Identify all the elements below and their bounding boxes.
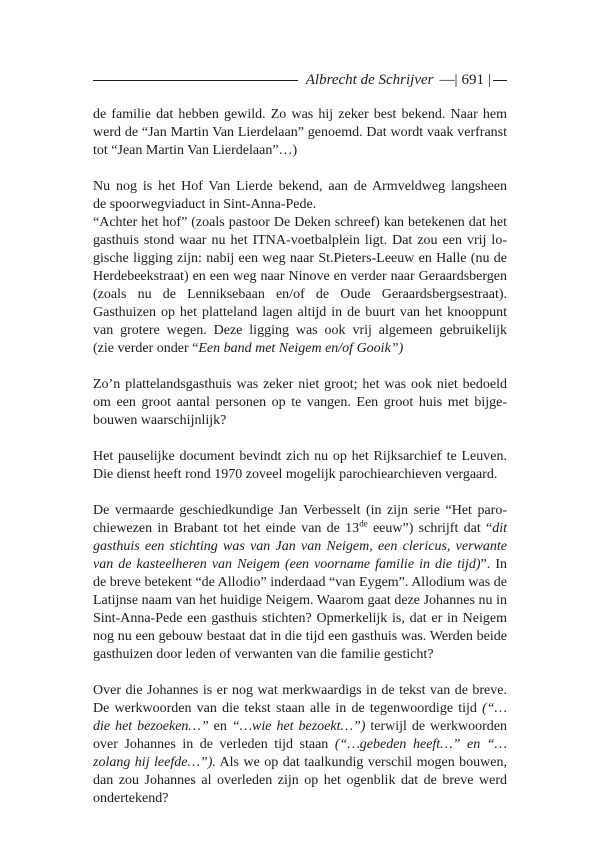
italic-quote: (“…: [482, 701, 507, 716]
italic-quote: van de kasteelheren van Neigem (een voorname familie in die tijd): [93, 557, 481, 572]
text-line: “Achter het hof” (zoals pastoor De Deken schreef) kan betekenen dat het: [93, 215, 507, 230]
text-line: [93, 700, 507, 718]
text-line: Latijnse naam van het huidige Neigem. Waarom gaat deze Johannes nu in: [93, 593, 507, 608]
running-header: [93, 70, 507, 90]
text-line: (zoals nu de Lenniksebaan en/of de Oude Geraardsbergsestraat).: [93, 287, 507, 302]
paragraph-5: [93, 448, 507, 484]
paragraph-3: [93, 214, 507, 358]
text-line: dan zou Johannes al overleden zijn op het ogenblik dat de breve werd: [93, 773, 507, 788]
text-line: nog nu een gebouw bestaat dat in die tijd een gasthuis was. Werden beide: [93, 629, 507, 644]
text-fragment: Als we op dat taalkundig verschil mogen bouwen,: [215, 755, 507, 770]
body-text: [93, 106, 507, 826]
text-line: Sint-Anna-Pede een gasthuis stichten? Opmerkelijk is, dat er in Neigem: [93, 611, 507, 626]
italic-quote: die het bezoeken…”: [93, 719, 209, 734]
text-fragment: eeuw”) schrijft dat “: [367, 521, 493, 536]
text-fragment: De werkwoorden van die tekst staan alle in de tegenwoordige tijd: [93, 701, 483, 716]
header-rule-right: [493, 80, 507, 81]
text-line: werd de “Jan Martin Van Lierdelaan” genoemd. Dat wordt vaak verfranst: [93, 125, 507, 140]
text-line: [93, 538, 507, 556]
text-line: gische ligging zijn: nabij een weg naar St.Pieters-Leeuw en Halle (nu de: [93, 251, 507, 266]
header-author: Albrecht de Schrijver: [305, 71, 434, 88]
text-line: De vermaarde geschiedkundige Jan Verbesselt (in zijn serie “Het paro-: [93, 503, 507, 518]
text-fragment: chiewezen in Brabant tot het einde van de 13: [93, 521, 360, 536]
italic-quote: “…wie het bezoekt…”): [231, 719, 366, 734]
text-line: [93, 340, 507, 358]
paragraph-2: [93, 178, 507, 214]
text-line: Die dienst heeft rond 1970 zoveel mogelijk parochiearchieven vergaard.: [93, 467, 498, 482]
text-fragment: en: [208, 719, 232, 734]
text-line: [93, 754, 507, 772]
text-line: Het pauselijke document bevindt zich nu op het Rijksarchief te Leuven.: [93, 449, 507, 464]
italic-quote: zolang hij leefde…”).: [93, 755, 216, 770]
text-line: Herdebeekstraat) en een weg naar Ninove en verder naar Geraardsbergen: [93, 269, 507, 284]
text-fragment: over Johannes in de verleden tijd staan: [93, 737, 335, 752]
italic-quote: gasthuis een stichting was van Jan van Neigem, een clericus, verwante: [93, 539, 507, 554]
text-fragment: ”. In: [480, 557, 507, 572]
paragraph-4: [93, 376, 507, 430]
text-line: gasthuis stond waar nu het ITNA-voetbalplein ligt. Dat zou een vrij lo-: [93, 233, 507, 248]
text-line: [93, 556, 507, 574]
paragraph-7: [93, 682, 507, 808]
page-number: 691: [461, 71, 484, 88]
paragraph-6: [93, 502, 507, 664]
text-line: tot “Jean Martin Van Lierdelaan”…): [93, 143, 298, 158]
text-line: bouwen waarschijnlijk?: [93, 413, 227, 428]
text-line: Zo’n plattelandsgasthuis was zeker niet groot; het was ook niet bedoeld: [93, 377, 507, 392]
ordinal-superscript: de: [359, 518, 368, 529]
italic-reference: Een band met Neigem en/of Gooik”): [198, 341, 404, 356]
paragraph-1: [93, 106, 507, 160]
text-line: [93, 520, 507, 538]
italic-quote: (“…gebeden heeft…” en “…: [334, 737, 507, 752]
text-line: van grotere wegen. Deze ligging was ook vrij algemeen gebruikelijk: [93, 323, 507, 338]
text-fragment: (zie verder onder “: [93, 341, 199, 356]
text-line: de spoorwegviaduct in Sint-Anna-Pede.: [93, 197, 317, 212]
text-line: gasthuizen door leden of verwanten van die familie gesticht?: [93, 647, 434, 662]
text-fragment: terwijl de werkwoorden: [365, 719, 508, 734]
header-separator: —|: [439, 71, 458, 88]
header-separator-right: |: [487, 71, 491, 88]
text-line: Gasthuizen op het platteland lagen altijd in de buurt van het knooppunt: [93, 305, 507, 320]
text-line: ondertekend?: [93, 791, 169, 806]
text-line: [93, 718, 507, 736]
text-line: de familie dat hebben gewild. Zo was hij zeker best bekend. Naar hem: [93, 107, 507, 122]
italic-quote: dit: [492, 521, 507, 536]
text-line: [93, 736, 507, 754]
text-line: Over die Johannes is er nog wat merkwaardigs in de tekst van de breve.: [93, 683, 507, 698]
text-line: Nu nog is het Hof Van Lierde bekend, aan de Armveldweg langsheen: [93, 179, 507, 194]
text-line: de breve betekent “de Allodio” inderdaad “van Eygem”. Allodium was de: [93, 575, 507, 590]
text-line: om een groot aantal personen op te vangen. Een groot huis met bijge-: [93, 395, 507, 410]
header-rule-left: [93, 80, 298, 81]
